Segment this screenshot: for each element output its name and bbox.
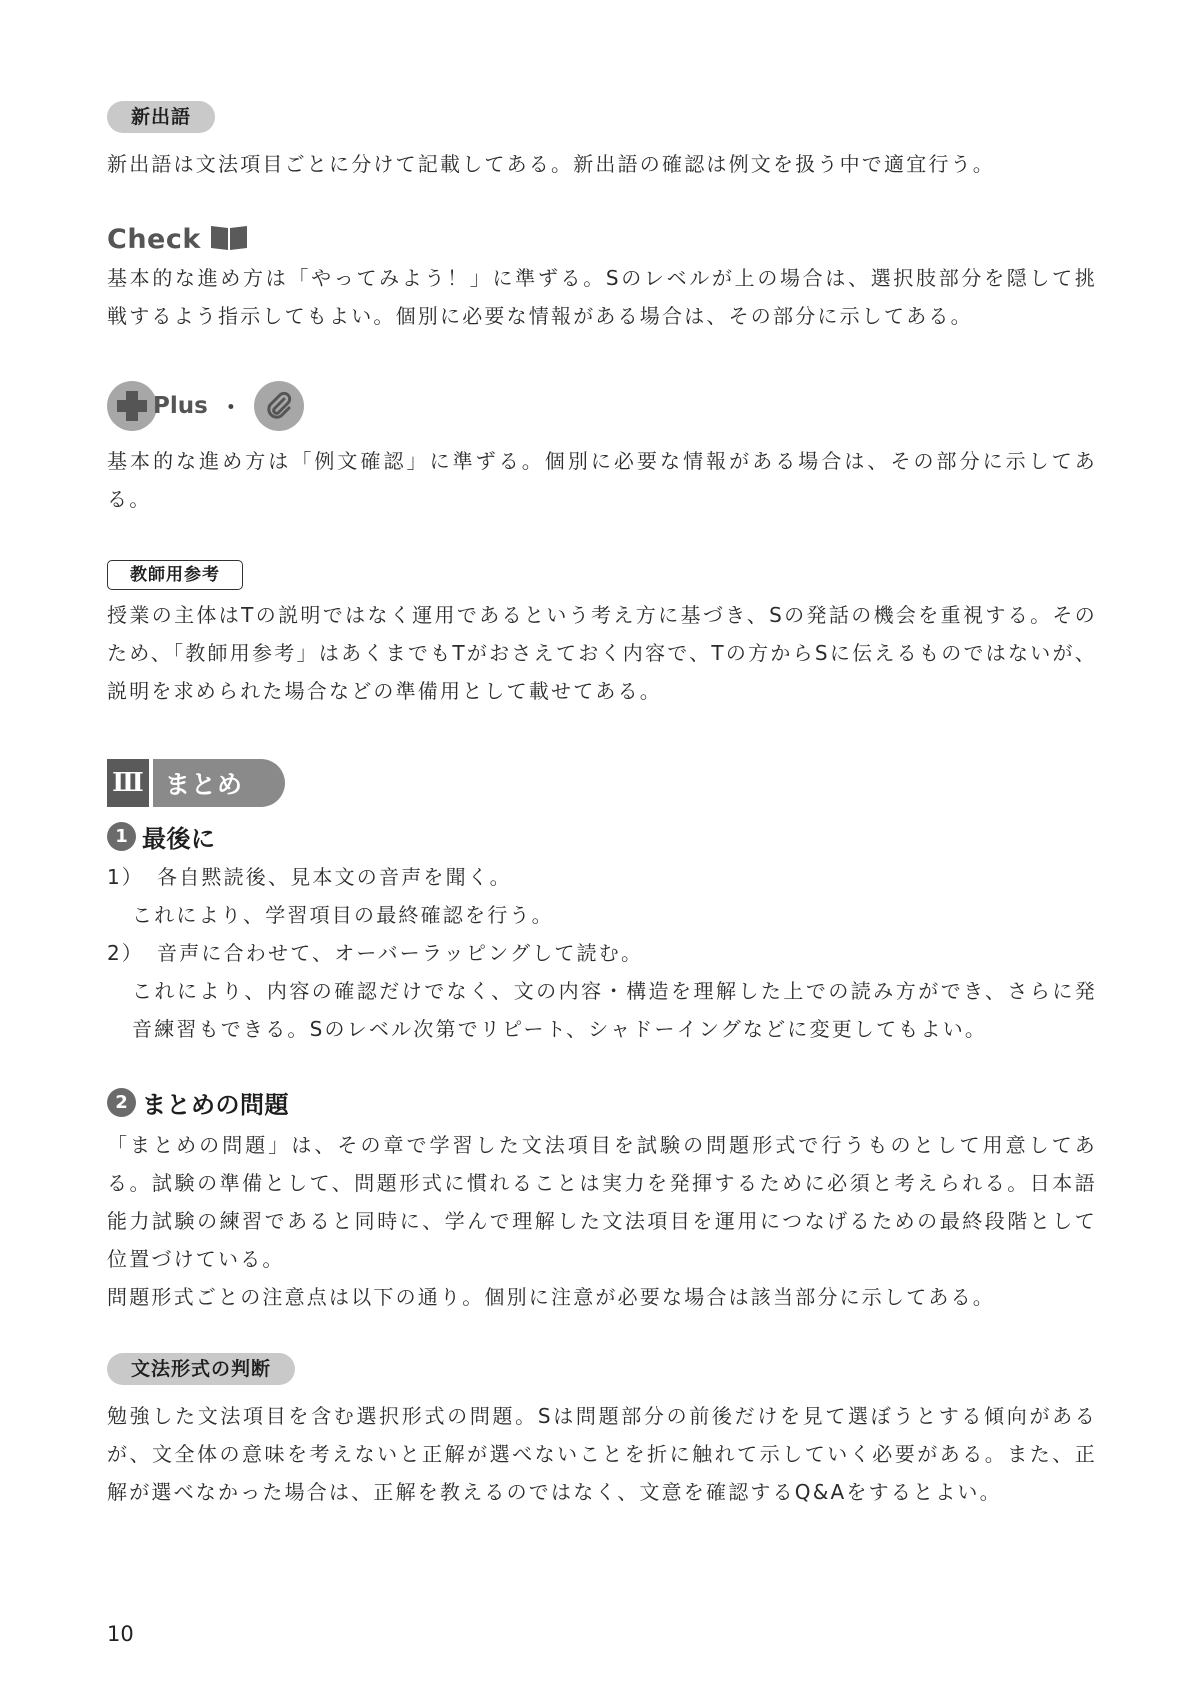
check-label: Check — [107, 223, 201, 255]
list-item-line2: これにより、学習項目の最終確認を行う。 — [132, 903, 554, 927]
subsection-2-body — [107, 1126, 1097, 1316]
subsection-1-title: 最後に — [142, 824, 216, 853]
grammar-form-body — [107, 1397, 1097, 1511]
subsection-1-list — [107, 858, 1097, 1048]
new-words-section — [107, 101, 1097, 133]
subsection-1-number: 1 — [107, 822, 136, 851]
list-item-line2: これにより、内容の確認だけでなく、文の内容・構造を理解した上での読み方ができ、さらに発音練習もできる。Sのレベル次第でリピート、シャドーイングなどに変更してもよい。 — [132, 979, 1097, 1041]
plus-separator: ・ — [219, 395, 242, 421]
new-words-body — [107, 145, 1097, 183]
new-words-label: 新出語 — [107, 101, 215, 133]
paperclip-icon — [254, 381, 304, 431]
list-item — [107, 858, 1097, 934]
check-heading — [107, 222, 1097, 256]
check-text: 基本的な進め方は「やってみよう！」に準ずる。Sのレベルが上の場合は、選択肢部分を隠して挑戦するよう指示してもよい。個別に必要な情報がある場合は、その部分に示してある。 — [107, 266, 1097, 328]
open-book-icon — [209, 223, 249, 255]
plus-label: Plus — [153, 393, 208, 419]
list-item-line1: 音声に合わせて、オーバーラッピングして読む。 — [157, 941, 644, 965]
chapter-title: まとめ — [153, 759, 285, 807]
teacher-ref-body — [107, 596, 1097, 710]
teacher-ref-label: 教師用参考 — [107, 560, 243, 590]
teacher-ref-heading — [107, 560, 1097, 590]
subsection-2-paragraph2: 問題形式ごとの注意点は以下の通り。個別に注意が必要な場合は該当部分に示してある。 — [107, 1285, 995, 1309]
grammar-form-text: 勉強した文法項目を含む選択形式の問題。Sは問題部分の前後だけを見て選ぼうとする傾向があるが、文全体の意味を考えないと正解が選べないことを折に触れて示していく必要がある。また、正解が選べなかった場合は、正解を教えるのではなく、文意を確認するQ&Aをするとよい。 — [107, 1404, 1097, 1504]
check-body — [107, 259, 1097, 335]
page-number: 10 — [107, 1622, 134, 1646]
grammar-form-label: 文法形式の判断 — [107, 1353, 295, 1385]
plus-heading — [107, 380, 1097, 432]
subsection-2-title: まとめの問題 — [142, 1090, 289, 1119]
chapter-heading — [107, 759, 1097, 807]
list-item-line1: 各自黙読後、見本文の音声を聞く。 — [157, 865, 512, 889]
subsection-2-number: 2 — [107, 1088, 136, 1117]
chapter-number: Ⅲ — [107, 759, 149, 807]
list-item-label: 2） — [107, 941, 144, 965]
list-item — [107, 934, 1097, 1048]
subsection-2-paragraph1: 「まとめの問題」は、その章で学習した文法項目を試験の問題形式で行うものとして用意してある。試験の準備として、問題形式に慣れることは実力を発揮するために必須と考えられる。日本語能力試験の練習であると同時に、学んで理解した文法項目を運用につなげるための最終段階として位置づけている。 — [107, 1133, 1097, 1271]
plus-body — [107, 442, 1097, 518]
subsection-1-heading — [107, 819, 1097, 853]
subsection-2-heading — [107, 1085, 1097, 1119]
new-words-text: 新出語は文法項目ごとに分けて記載してある。新出語の確認は例文を扱う中で適宜行う。 — [107, 152, 995, 176]
grammar-form-heading — [107, 1353, 1097, 1385]
teacher-ref-text: 授業の主体はTの説明ではなく運用であるという考え方に基づき、Sの発話の機会を重視する。そのため、「教師用参考」はあくまでもTがおさえておく内容で、Tの方からSに伝えるものではないが、説明を求められた場合などの準備用として載せてある。 — [107, 603, 1097, 703]
plus-text: 基本的な進め方は「例文確認」に準ずる。個別に必要な情報がある場合は、その部分に示してある。 — [107, 449, 1097, 511]
list-item-label: 1） — [107, 865, 144, 889]
plus-icon — [107, 381, 157, 431]
